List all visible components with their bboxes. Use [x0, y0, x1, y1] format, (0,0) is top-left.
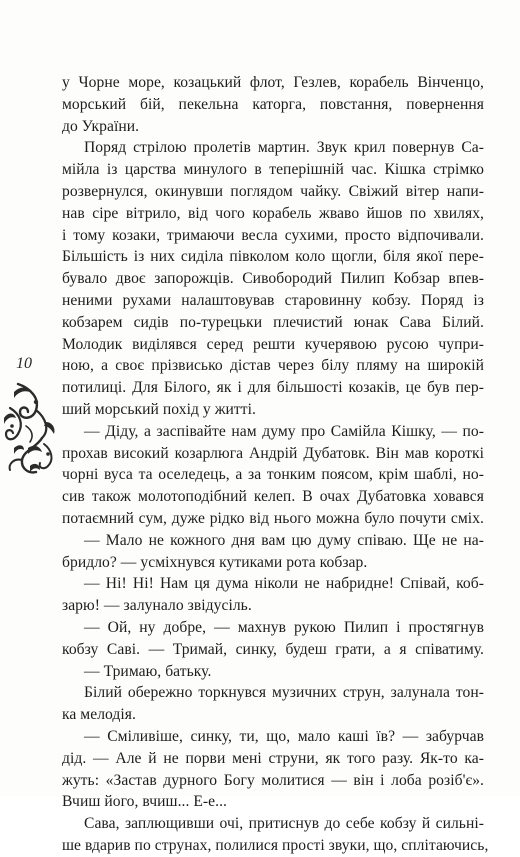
text-line: потилиці. Для Білого, як і для більшості козаків, це був пер- [62, 379, 484, 397]
text-line: — Ні! Ні! Нам ця дума ніколи не набридне! Співай, коб- [84, 575, 484, 593]
text-line: кобзарем сидів по-турецьки плечистий юнак Сава Білий. [62, 313, 484, 331]
text-line: ною, а своє прізвисько дістав через білу пляму на широкій [62, 357, 484, 375]
text-line: — Сміливіше, синку, ти, що, мало каші їв? — забурчав [84, 727, 484, 745]
text-line: Більшість із них сиділа півколом коло щогли, біля якої пере- [62, 248, 484, 266]
text-line: — Тримаю, батьку. [84, 662, 212, 680]
page-number: 10 [16, 355, 32, 372]
text-line: — Мало не кожного дня вам цю думу співаю. Ще не на- [84, 531, 484, 549]
text-line: чорні вуса та оселедець, а за тонким поясом, крім шаблі, но- [62, 466, 484, 484]
text-line: — Діду, а заспівайте нам думу про Самійла Кішку, — по- [84, 422, 484, 440]
text-line: бридло? — усміхнувся кутиками рота кобзар. [62, 553, 368, 571]
text-line: ше вдарив по струнах, полилися прості звуки, що, сплітаючись, [62, 836, 489, 854]
text-line: Вчиш його, вчиш... Е-е... [62, 793, 227, 811]
text-line: Поряд стрілою пролетів мартин. Звук крил повернув Са- [84, 139, 484, 157]
text-line: Сава, заплющивши очі, притиснув до себе кобзу й сильні- [84, 815, 484, 833]
text-line: сив також молотоподібний келеп. В очах Дубатовка ховався [62, 488, 484, 506]
text-line: морський бій, пекельна каторга, повстання, повернення [62, 95, 484, 113]
text-line: ший морський похід у житті. [62, 400, 256, 418]
body-text [62, 72, 489, 857]
text-line: у Чорне море, козацький флот, Гезлев, корабель Вінченцо, [62, 74, 484, 91]
text-line: потаємний сум, дуже рідко від нього можна було почути сміх. [62, 509, 484, 527]
text-line: ка мелодія. [62, 706, 136, 724]
text-line: прохав високий козарлюга Андрій Дубатовк. Він мав короткі [62, 444, 484, 462]
text-line: кобзу Саві. — Тримай, синку, будеш грати, а я співатиму. [62, 640, 484, 658]
text-line: жуть: «Застав дурного Богу молитися — він і лоба розіб'є». [62, 771, 484, 789]
text-line: дід. — Але й не порви мені струни, як того разу. Як-то ка- [62, 749, 484, 767]
text-line: — Ой, ну добре, — махнув рукою Пилип і простягнув [84, 618, 484, 636]
text-line: Білий обережно торкнувся музичних струн, залунала тон- [84, 684, 484, 702]
text-line: бувало двоє запорожців. Сивобородий Пилип Кобзар впев- [62, 270, 484, 288]
text-line: нав сіре вітрило, від чого корабель жваво йшов по хвилях, [62, 204, 484, 222]
text-line: і тому козаки, тримаючи весла сухими, просто відпочивали. [62, 226, 484, 244]
text-line: мійла із царства минулого в теперішній час. Кішка стрімко [62, 161, 484, 179]
floral-ornament-icon [0, 378, 58, 478]
text-line: Молодик виділявся серед решти кучерявою русою чупри- [62, 335, 484, 353]
text-line: розвернулся, окинувши поглядом чайку. Свіжий вітер напи- [62, 182, 484, 200]
text-line: до України. [62, 117, 140, 135]
text-line: зарю! — залунало звідусіль. [62, 597, 252, 615]
text-line: неними рухами налаштовував старовинну кобзу. Поряд із [62, 291, 484, 309]
